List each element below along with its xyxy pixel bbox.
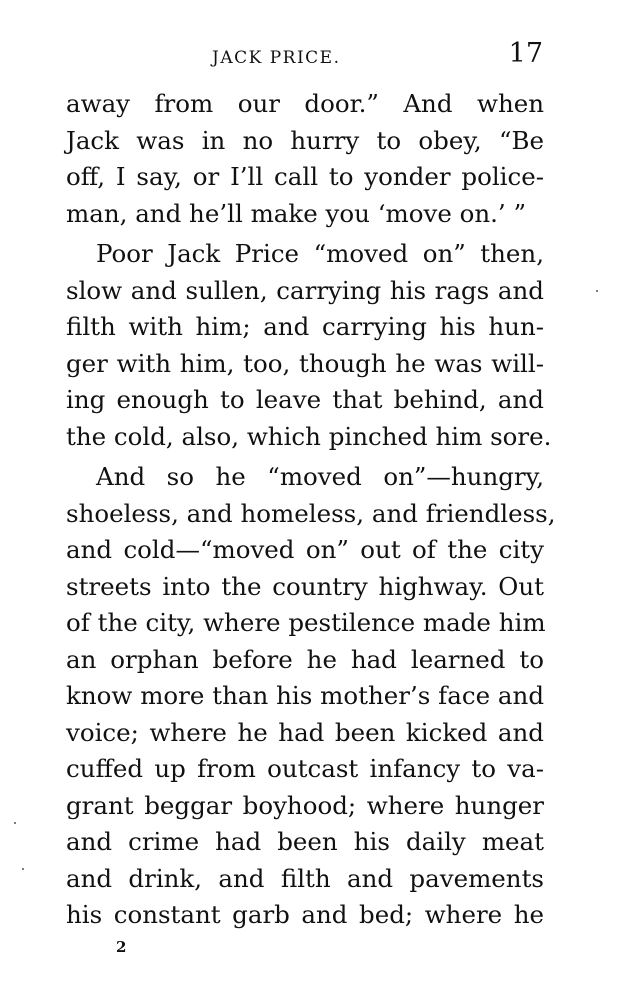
text-line: off, I say, or I’ll call to yonder police-: [66, 162, 544, 191]
text-line: ger with him, too, though he was will-: [66, 348, 544, 378]
text-line: the cold, also, which pinched him sore.: [66, 421, 552, 451]
text-line: and cold—“moved on” out of the city: [66, 535, 544, 564]
signature-mark: 2: [116, 938, 127, 956]
text-line: cuffed up from outcast infancy to va-: [66, 754, 544, 783]
text-line: voice; where he had been kicked and: [66, 717, 544, 747]
text-line: and crime had been his daily meat: [66, 827, 544, 856]
text-line: streets into the country highway. Out: [66, 571, 544, 601]
running-title: JACK PRICE.: [212, 48, 341, 68]
text-line: away from our door.” And when: [66, 89, 544, 118]
print-speck: [22, 868, 24, 870]
text-line: know more than his mother’s face and: [66, 681, 544, 710]
text-line: slow and sullen, carrying his rags and: [66, 275, 544, 305]
text-line: his constant garb and bed; where he: [66, 900, 544, 929]
text-line: Poor Jack Price “moved on” then,: [96, 239, 544, 268]
text-line: ing enough to leave that behind, and: [66, 385, 544, 414]
text-line: and drink, and filth and pavements: [66, 863, 544, 893]
text-line: Jack was in no hurry to obey, “Be: [66, 125, 544, 155]
text-line: filth with him; and carrying his hun-: [66, 312, 544, 341]
text-line: shoeless, and homeless, and friendless,: [66, 498, 556, 528]
text-line: of the city, where pestilence made him: [66, 608, 546, 637]
text-line: man, and he’ll make you ‘move on.’ ”: [66, 198, 527, 228]
page-number: 17: [508, 38, 543, 69]
print-speck: [14, 822, 16, 824]
text-line: grant beggar boyhood; where hunger: [66, 790, 544, 820]
print-speck: [596, 290, 598, 292]
running-head: [0, 38, 619, 72]
body-text: [66, 86, 556, 934]
text-line: an orphan before he had learned to: [66, 644, 544, 674]
text-line: And so he “moved on”—hungry,: [96, 462, 544, 491]
